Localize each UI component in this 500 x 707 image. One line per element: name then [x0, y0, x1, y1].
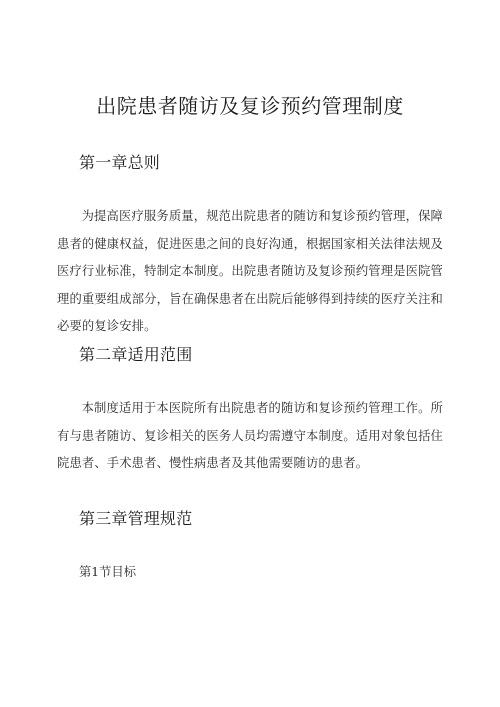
section-heading-objectives: 第1节目标 [79, 565, 137, 579]
chapter-paragraph-general: 为提高医疗服务质量，规范出院患者的随访和复诊预约管理，保障患者的健康权益，促进医患之间的良好沟通，根据国家相关法律法规及医疗行业标准，特制定本制度。出院患者随访及复诊预约管理是医院管理的重要组成部分，旨在确保患者在出院后能够得到持续的医疗关注和必要的复诊安排。 [57, 209, 443, 333]
chapter-paragraph-scope: 本制度适用于本医院所有出院患者的随访和复诊预约管理工作。所有与患者随访、复诊相关的医务人员均需遵守本制度。适用对象包括住院患者、手术患者、慢性病患者及其他需要随访的患者。 [57, 401, 443, 470]
chapter-heading-scope: 第二章适用范围 [79, 345, 193, 364]
chapter-heading-general: 第一章总则 [79, 153, 161, 172]
chapter-heading-management: 第三章管理规范 [79, 509, 193, 528]
document-title: 出院患者随访及复诊预约管理制度 [96, 94, 404, 118]
